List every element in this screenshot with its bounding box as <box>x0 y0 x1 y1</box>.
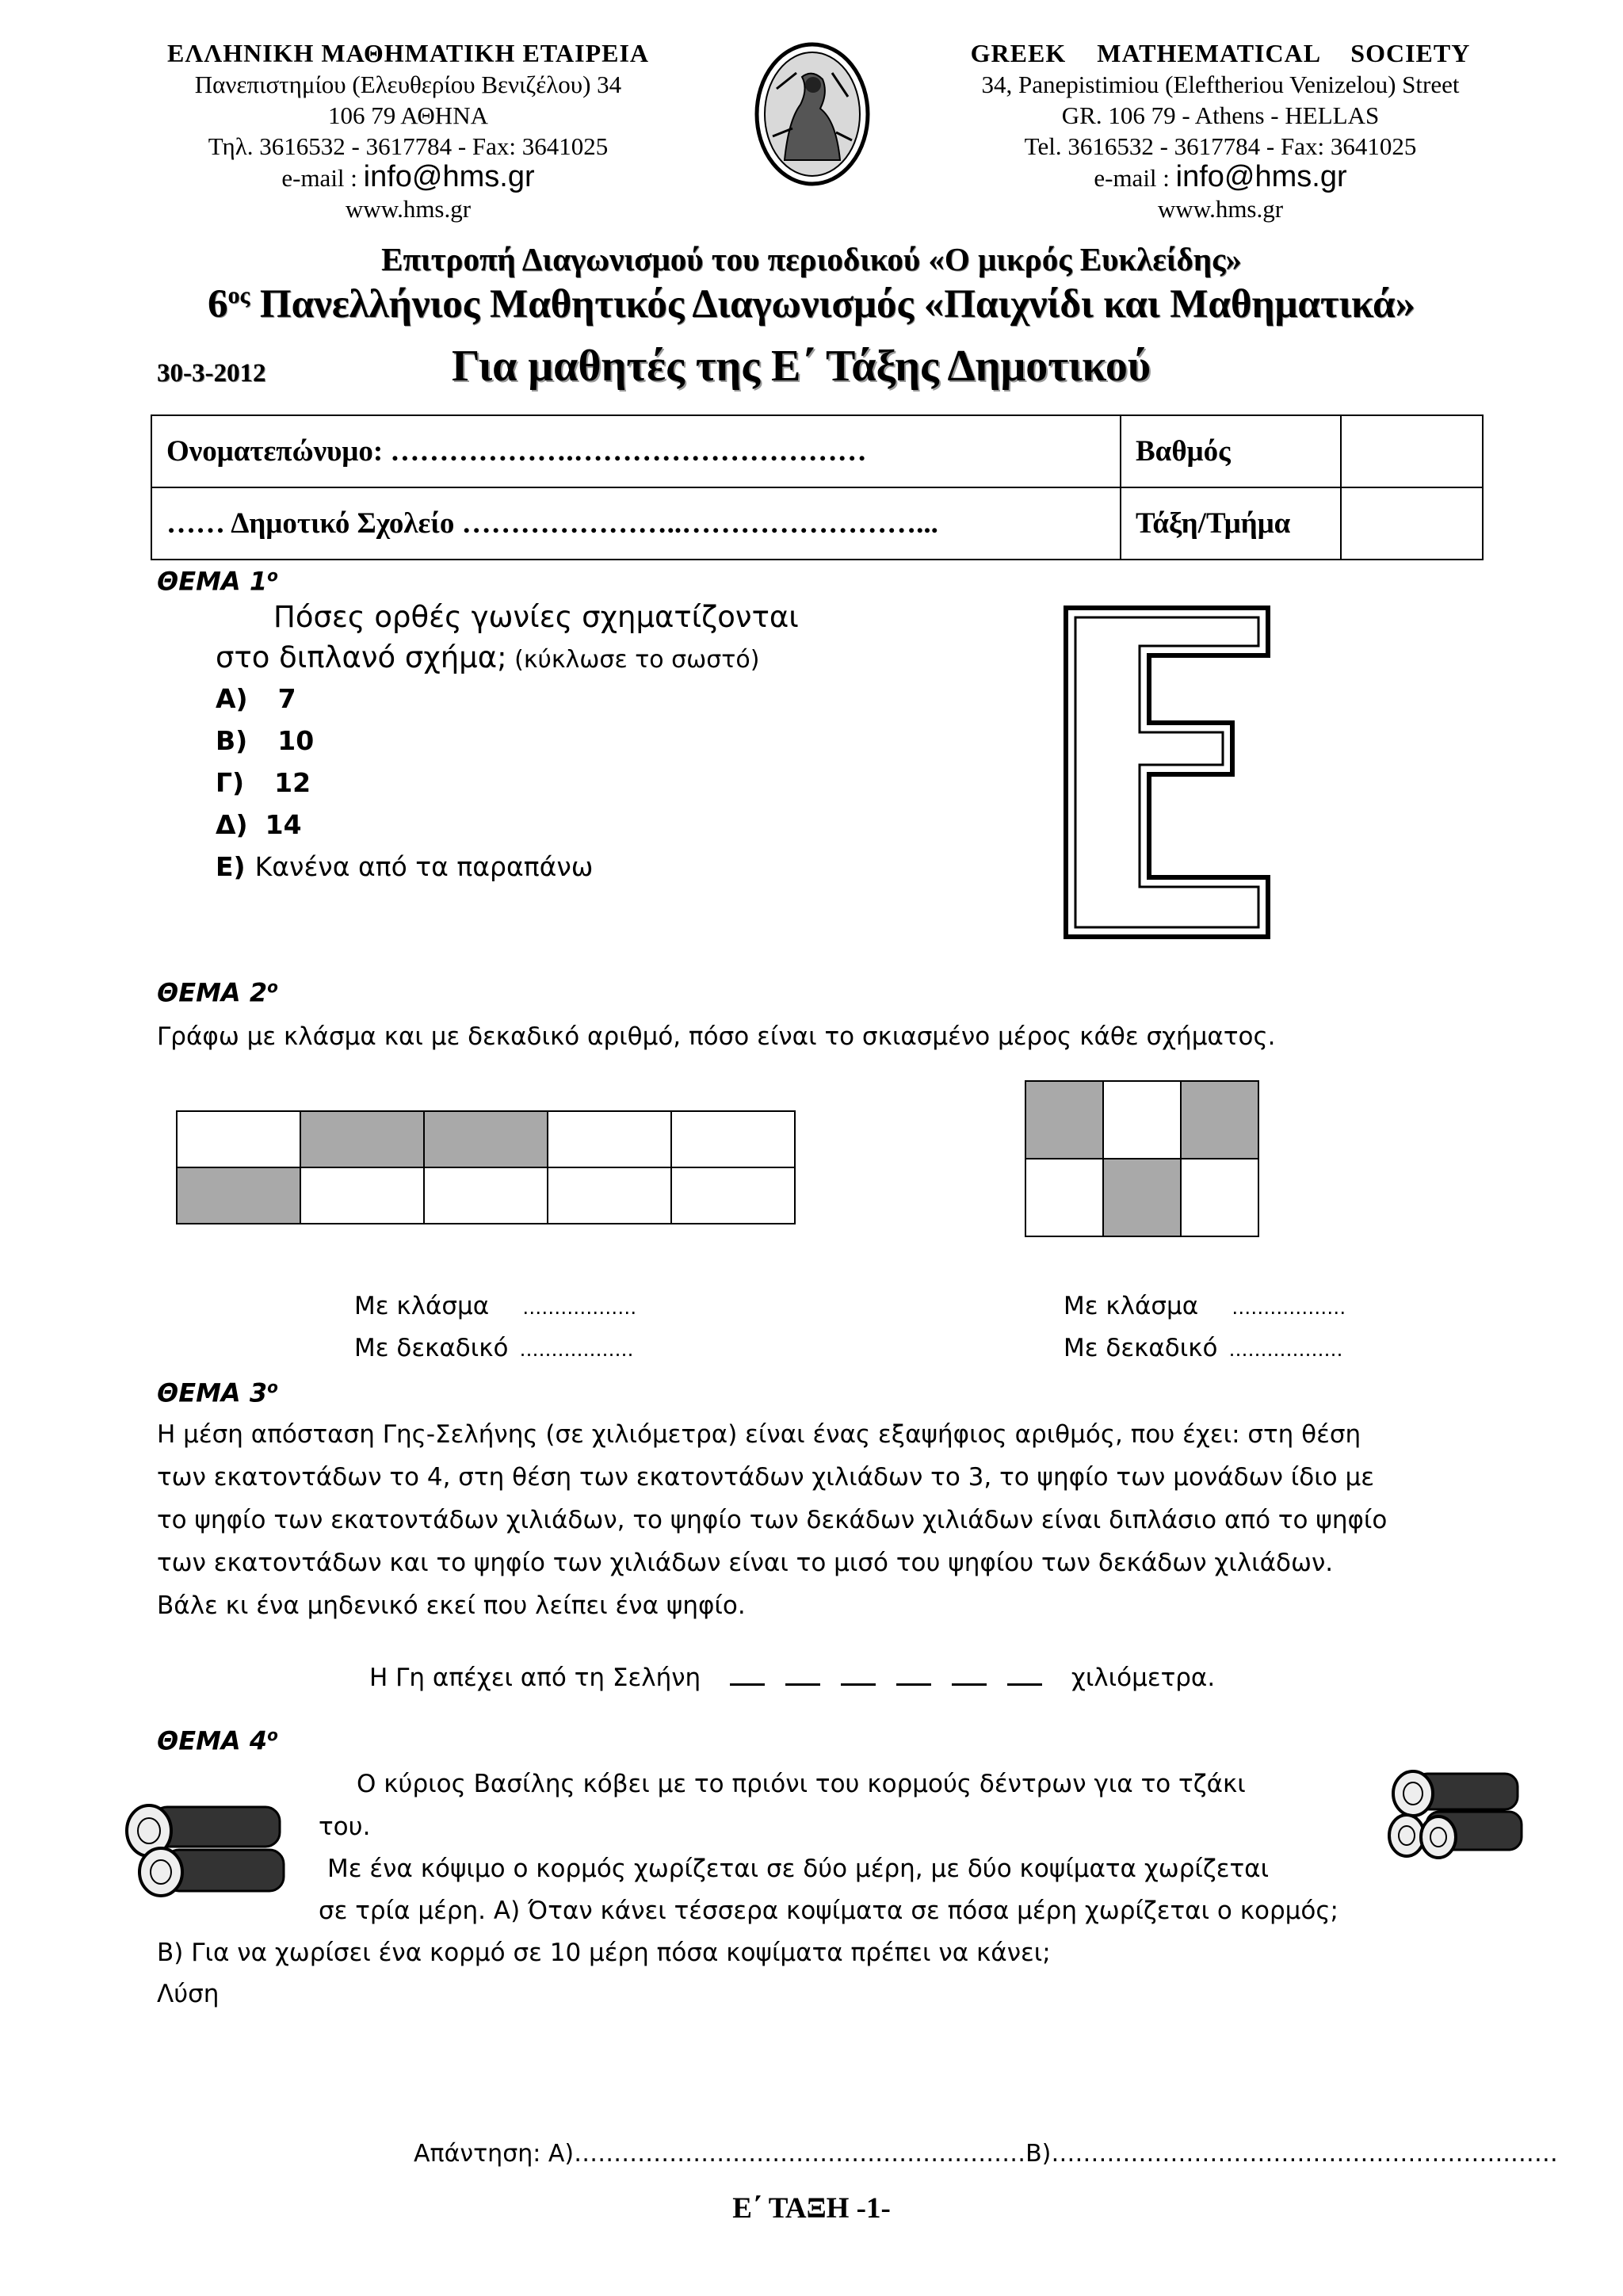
grid-cell-shaded <box>177 1167 300 1224</box>
digit-blank[interactable] <box>952 1663 987 1686</box>
logs-icon <box>117 1793 292 1900</box>
grid-cell-shaded <box>1103 1159 1181 1236</box>
logs-icon <box>1383 1758 1526 1869</box>
theme4-line5: Β) Για να χωρίσει ένα κορμό σε 10 μέρη πόσα κοψίματα πρέπει να κάνει; <box>157 1939 1051 1967</box>
email-link[interactable]: info@hms.gr <box>363 160 535 193</box>
theme2-instruction: Γράφω με κλάσμα και με δεκαδικό αριθμό, πόσο είναι το σκιασμένο μέρος κάθε σχήματος. <box>157 1022 1276 1051</box>
option-c[interactable]: Γ) 12 <box>216 767 311 798</box>
figure1-decimal-answer[interactable]: Με δεκαδικό ……………… <box>354 1334 634 1362</box>
grade-label: Βαθμός <box>1121 415 1341 487</box>
figure2-fraction-answer[interactable]: Με κλάσμα ……………… <box>1064 1292 1346 1320</box>
grade-field[interactable] <box>1341 415 1483 487</box>
grid-cell <box>177 1111 300 1167</box>
org-name-greek: ΕΛΛΗΝΙΚΗ ΜΑΘΗΜΑΤΙΚΗ ΕΤΑΙΡΕΙΑ <box>166 39 650 67</box>
option-e[interactable]: Ε) Κανένα από τα παραπάνω <box>216 851 594 882</box>
header-right <box>935 38 1506 224</box>
grid-cell <box>1181 1159 1258 1236</box>
exam-date: 30-3-2012 <box>157 359 266 388</box>
theme4-line3: Με ένα κόψιμο ο κορμός χωρίζεται σε δύο μέρη, με δύο κοψίματα χωρίζεται <box>327 1855 1270 1883</box>
theme4-line4: σε τρία μέρη. Α) Όταν κάνει τέσσερα κοψίματα σε πόσα μέρη χωρίζεται ο κορμός; <box>319 1897 1338 1925</box>
student-info-table <box>151 415 1484 560</box>
theme4-answer-line[interactable]: Απάντηση: Α)…………………………………………………Β)………………………………………………….…… <box>414 2140 1558 2168</box>
org-name-english: GREEK MATHEMATICAL SOCIETY <box>970 39 1471 67</box>
grade-title: Για μαθητές της Ε΄ Τάξης Δημοτικού <box>452 342 1151 391</box>
option-d[interactable]: Δ) 14 <box>216 809 302 840</box>
email-english: e-mail : info@hms.gr <box>1094 160 1347 193</box>
theme3-heading: ΘΕΜΑ $3^o$ <box>157 1377 278 1408</box>
website-greek[interactable]: www.hms.gr <box>345 195 472 223</box>
email-greek: e-mail : info@hms.gr <box>281 160 535 193</box>
digit-blank[interactable] <box>1007 1663 1042 1686</box>
grid-cell <box>671 1111 795 1167</box>
theme1-question-line2: στο διπλανό σχήμα; (κύκλωσε το σωστό) <box>216 640 760 674</box>
class-label: Τάξη/Τμήμα <box>1121 487 1341 560</box>
committee-title: Επιτροπή Διαγωνισμού του περιοδικού «Ο μικρός Ευκλείδης» <box>381 241 1242 277</box>
address-english: 34, Panepistimiou (Eleftheriou Venizelou) Street <box>981 71 1460 98</box>
theme3-answer-line: Η Γη απέχει από τη Σελήνη χιλιόμετρα. <box>369 1664 1216 1692</box>
email-link[interactable]: info@hms.gr <box>1175 160 1347 193</box>
figure2-decimal-answer[interactable]: Με δεκαδικό ……………… <box>1064 1334 1343 1362</box>
theme4-line2: του. <box>319 1813 371 1841</box>
grid-cell-shaded <box>1181 1081 1258 1159</box>
website-english[interactable]: www.hms.gr <box>1157 195 1284 223</box>
city-greek: 106 79 ΑΘΗΝΑ <box>328 101 488 129</box>
digit-blank[interactable] <box>841 1663 876 1686</box>
solution-label: Λύση <box>157 1980 220 2008</box>
grid-cell <box>1025 1159 1103 1236</box>
option-b[interactable]: Β) 10 <box>216 725 315 756</box>
name-field[interactable]: Ονοματεπώνυμο: ……………….………………………… <box>151 415 1121 487</box>
grid-cell <box>424 1167 548 1224</box>
grid-cell <box>548 1167 671 1224</box>
digit-blank[interactable] <box>896 1663 931 1686</box>
page-footer: Ε΄ ΤΑΞΗ -1- <box>732 2192 891 2225</box>
theme4-line1: Ο κύριος Βασίλης κόβει με το πριόνι του κορμούς δέντρων για το τζάκι <box>357 1770 1246 1798</box>
letter-e-figure <box>1062 604 1284 945</box>
option-a[interactable]: Α) 7 <box>216 683 296 714</box>
theme3-text: Η μέση απόσταση Γης-Σελήνης (σε χιλιόμετρα) είναι ένας εξαψήφιος αριθμός, που έχει: στη θέση των εκατοντάδων το 4, στη θέση των εκατοντάδων χιλιάδων το 3, το ψηφίο των μονάδων ίδιο με το ψηφίο των εκατοντάδων χιλιάδων, το ψηφίο των δεκάδων χιλιάδων είναι διπλάσιο από το ψηφίο των εκατοντάδων και το ψηφίο των χιλιάδων είναι το μισό του ψηφίου των δεκάδων χιλιάδων. Βάλε κι ένα μηδενικό εκεί που λείπει ένα ψηφίο. <box>157 1420 1388 1620</box>
address-greek: Πανεπιστημίου (Ελευθερίου Βενιζέλου) 34 <box>194 71 622 98</box>
school-field[interactable]: …… Δημοτικό Σχολείο …………………..……………………... <box>151 487 1121 560</box>
grid-cell-shaded <box>300 1111 424 1167</box>
theme1-question-line1: Πόσες ορθές γωνίες σχηματίζονται <box>273 600 799 634</box>
figure1-fraction-answer[interactable]: Με κλάσμα ……………… <box>354 1292 637 1320</box>
city-english: GR. 106 79 - Athens - HELLAS <box>1061 101 1380 129</box>
figure2-grid <box>1025 1080 1259 1237</box>
theme2-heading: ΘΕΜΑ $2^o$ <box>157 977 278 1008</box>
digit-blank[interactable] <box>730 1663 765 1686</box>
grid-cell <box>548 1111 671 1167</box>
contest-title: $6^{o\varsigma}$ Πανελλήνιος Μαθητικός Διαγωνισμός «Παιχνίδι και Μαθηματικά» <box>208 282 1415 327</box>
theme4-heading: ΘΕΜΑ $4^o$ <box>157 1725 278 1756</box>
grid-cell <box>671 1167 795 1224</box>
theme1-heading: ΘΕΜΑ $1^o$ <box>157 566 278 597</box>
header-left <box>123 38 693 224</box>
society-seal-logo <box>753 41 872 188</box>
grid-cell <box>300 1167 424 1224</box>
digit-blank[interactable] <box>785 1663 820 1686</box>
grid-cell-shaded <box>1025 1081 1103 1159</box>
grid-cell-shaded <box>424 1111 548 1167</box>
figure1-grid <box>176 1110 796 1224</box>
class-field[interactable] <box>1341 487 1483 560</box>
grid-cell <box>1103 1081 1181 1159</box>
phone-greek: Τηλ. 3616532 - 3617784 - Fax: 3641025 <box>208 132 609 160</box>
phone-english: Tel. 3616532 - 3617784 - Fax: 3641025 <box>1024 132 1417 160</box>
